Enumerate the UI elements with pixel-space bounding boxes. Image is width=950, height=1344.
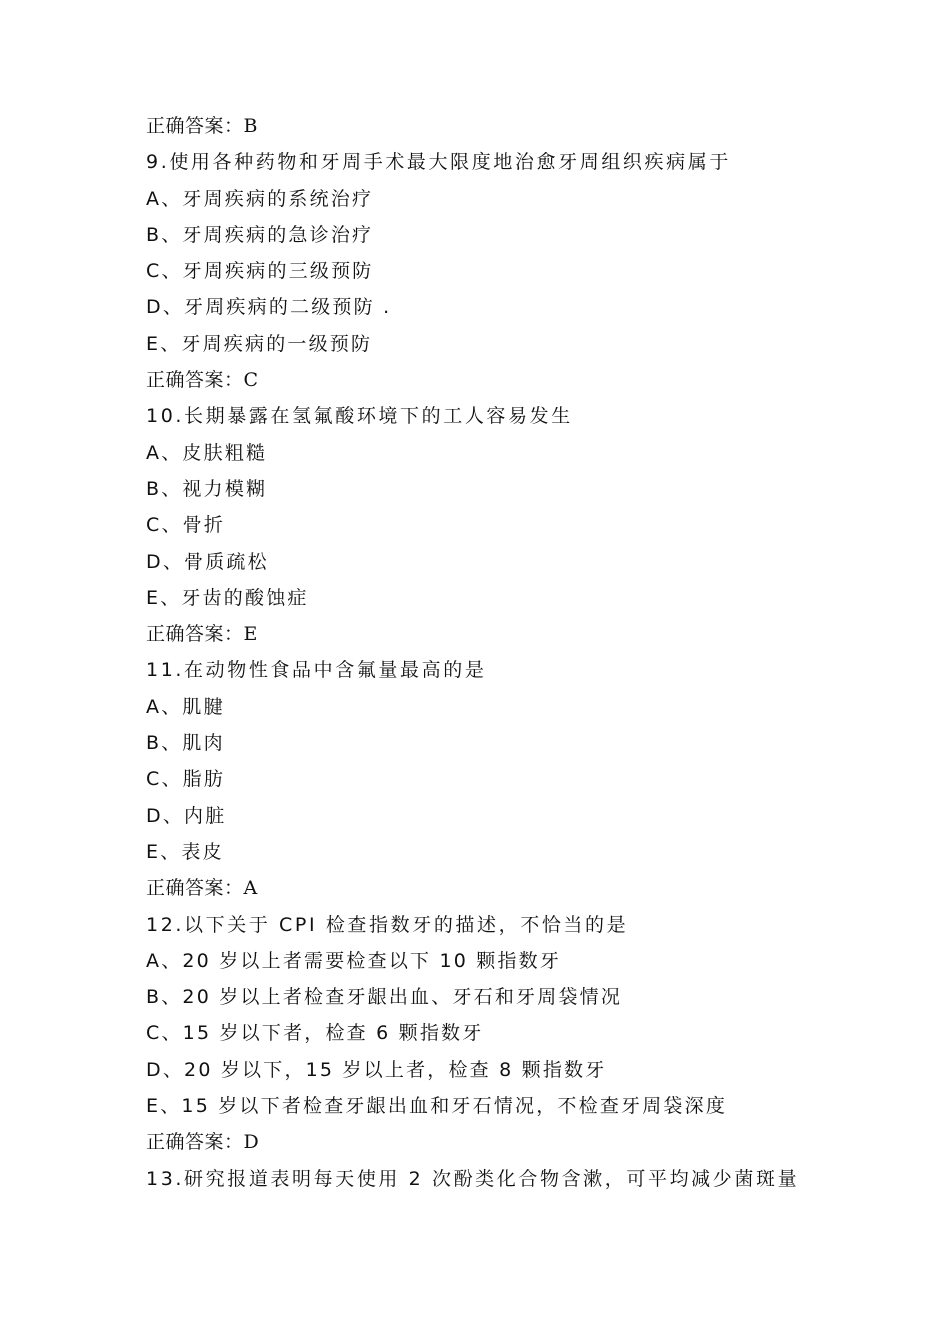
option-line: E、15 岁以下者检查牙龈出血和牙石情况，不检查牙周袋深度 bbox=[146, 1095, 728, 1118]
answer-line: 正确答案：D bbox=[146, 1131, 260, 1154]
option-line: E、表皮 bbox=[146, 840, 224, 863]
option-line: C、牙周疾病的三级预防 bbox=[146, 260, 374, 283]
option-line: C、骨折 bbox=[146, 514, 226, 537]
answer-line: 正确答案：E bbox=[146, 623, 258, 646]
option-line: E、牙齿的酸蚀症 bbox=[146, 586, 309, 609]
option-line: B、肌肉 bbox=[146, 732, 225, 755]
option-line: B、牙周疾病的急诊治疗 bbox=[146, 223, 374, 246]
option-line: C、脂肪 bbox=[146, 768, 226, 791]
answer-line: 正确答案：C bbox=[146, 369, 259, 392]
option-line: D、内脏 bbox=[146, 804, 227, 827]
option-line: B、视力模糊 bbox=[146, 477, 268, 500]
option-line: D、牙周疾病的二级预防 . bbox=[146, 296, 392, 319]
question-text: 13.研究报道表明每天使用 2 次酚类化合物含漱，可平均减少菌斑量 bbox=[146, 1167, 800, 1190]
option-line: A、20 岁以上者需要检查以下 10 颗指数牙 bbox=[146, 949, 562, 972]
question-text: 10.长期暴露在氢氟酸环境下的工人容易发生 bbox=[146, 405, 573, 428]
question-text: 12.以下关于 CPI 检查指数牙的描述，不恰当的是 bbox=[146, 913, 629, 936]
answer-line: 正确答案：B bbox=[146, 115, 258, 137]
option-line: A、皮肤粗糙 bbox=[146, 441, 268, 464]
option-line: D、骨质疏松 bbox=[146, 550, 269, 573]
option-line: C、15 岁以下者，检查 6 颗指数牙 bbox=[146, 1022, 484, 1045]
option-line: A、牙周疾病的系统治疗 bbox=[146, 187, 374, 210]
option-line: D、20 岁以下，15 岁以上者，检查 8 颗指数牙 bbox=[146, 1058, 607, 1081]
question-text: 9.使用各种药物和牙周手术最大限度地治愈牙周组织疾病属于 bbox=[146, 151, 731, 174]
option-line: B、20 岁以上者检查牙龈出血、牙石和牙周袋情况 bbox=[146, 986, 623, 1009]
question-text: 11.在动物性食品中含氟量最高的是 bbox=[146, 659, 487, 682]
question-list bbox=[146, 108, 846, 1197]
option-line: A、肌腱 bbox=[146, 695, 225, 718]
answer-line: 正确答案：A bbox=[146, 877, 258, 900]
option-line: E、牙周疾病的一级预防 bbox=[146, 332, 373, 355]
